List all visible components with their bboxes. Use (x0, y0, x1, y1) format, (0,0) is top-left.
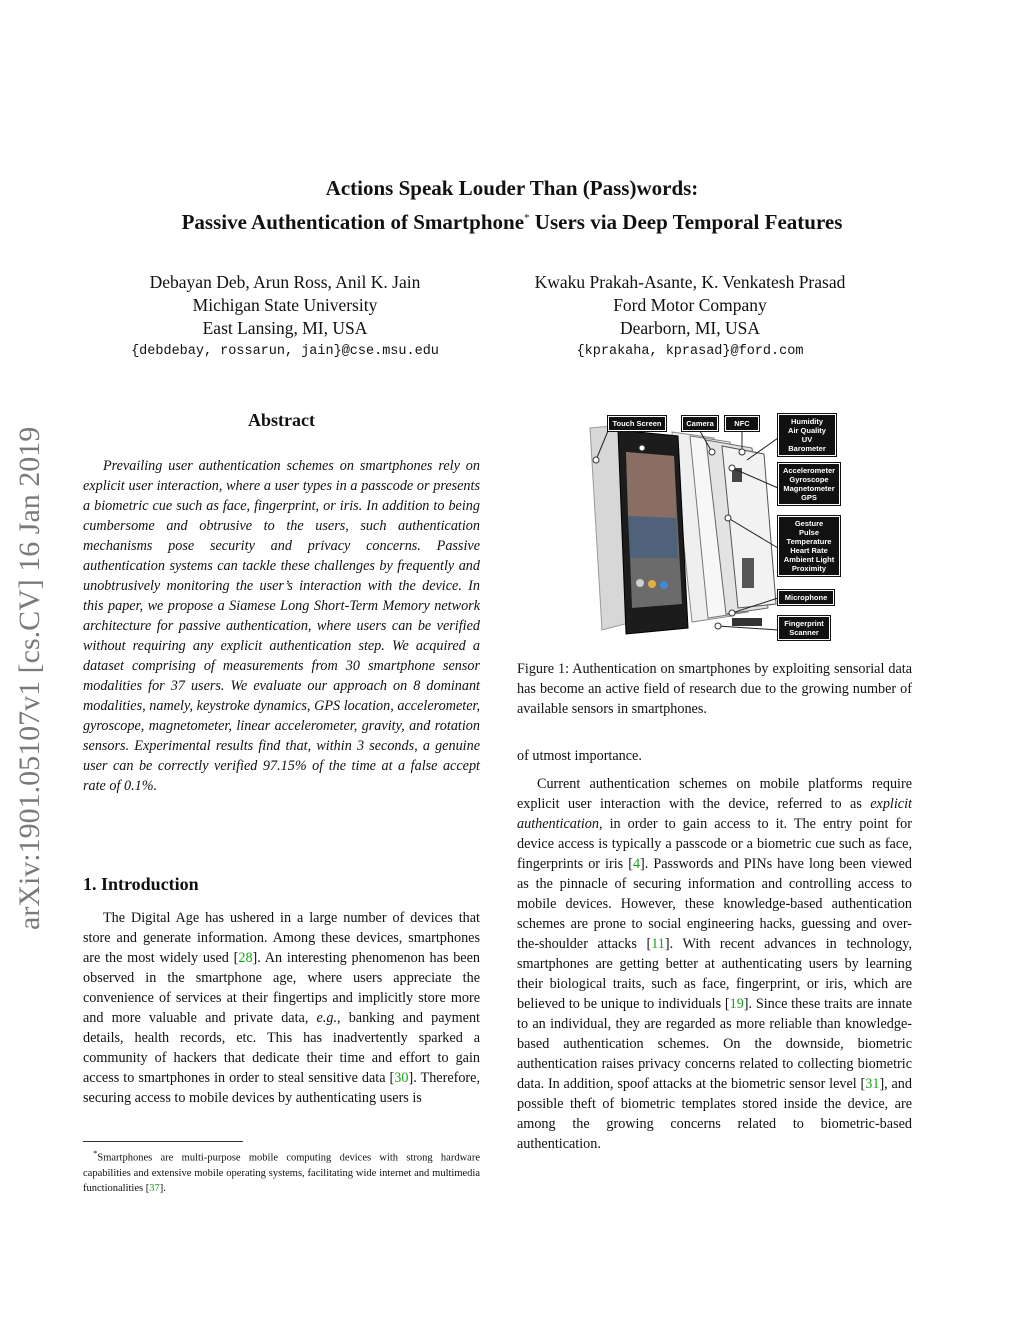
citation-link[interactable]: 37 (149, 1182, 160, 1194)
author-email[interactable]: {kprakaha, kprasad}@ford.com (576, 344, 804, 359)
paper-title-line-2: Passive Authentication of Smartphone* Users via Deep Temporal Features (181, 210, 843, 234)
author-affiliation: Michigan State University (192, 295, 378, 315)
author-block-msu (110, 271, 460, 359)
author-location: Dearborn, MI, USA (620, 318, 760, 338)
introduction-paragraph-2: Current authentication schemes on mobile platforms require explicit user interaction with the device, referred to as explicit authentication, in order to gain access to it. The entry point for device access is typically a passcode or a biometric cue such as face, fingerprints or iris [4]. Passwords and PINs have long been viewed as the pinnacle of securing information and controlling access to mobile devices. However, these knowledge-based authentication schemes are prone to social engineering hacks, guessing and over-the-shoulder attacks [11]. With recent advances in technology, smartphones are getting better at authenticating users by learning their biological traits, such as face, fingerprint, or iris, which are believed to be unique to individuals [19]. Since these traits are innate to an individual, they are regarded as more reliable than knowledge-based authentication schemes. On the downside, biometric authentication raises privacy concerns related to collecting biometric data. In addition, spoof attacks at the biometric sensor level [31], and possible theft of biometric templates stored inside the device, are among the growing concerns related to biometric-based authentication. (517, 776, 912, 1152)
author-names: Kwaku Prakah-Asante, K. Venkatesh Prasad (534, 272, 846, 292)
label-fingerprint-scanner: Fingerprint Scanner (778, 616, 830, 640)
citation-link[interactable]: 4 (632, 856, 641, 872)
abstract-heading: Abstract (248, 410, 315, 430)
label-microphone: Microphone (778, 590, 834, 605)
figure-smartphone-sensors (582, 408, 862, 648)
label-nfc: NFC (725, 416, 759, 431)
label-touch-screen: Touch Screen (608, 416, 666, 431)
arxiv-identifier: arXiv:1901.05107v1 [cs.CV] 16 Jan 2019 (13, 426, 46, 930)
citation-link[interactable]: 28 (238, 950, 253, 966)
label-environment-sensors: Humidity Air Quality UV Barometer (778, 414, 836, 456)
author-names: Debayan Deb, Arun Ross, Anil K. Jain (149, 272, 421, 292)
label-body-sensors: Gesture Pulse Temperature Heart Rate Ambient Light Proximity (778, 516, 840, 576)
introduction-heading: 1. Introduction (83, 874, 199, 894)
author-email[interactable]: {debdebay, rossarun, jain}@cse.msu.edu (131, 344, 439, 359)
continuation-text: of utmost importance. (517, 748, 642, 764)
author-affiliation: Ford Motor Company (613, 295, 767, 315)
footnote-rule (83, 1141, 243, 1142)
author-block-ford (495, 271, 885, 359)
footnote: *Smartphones are multi-purpose mobile computing devices with strong hardware capabilities and extensive mobile operating systems, facilitating wide internet and multimedia functionalities [37]. (83, 1148, 480, 1194)
citation-link[interactable]: 30 (394, 1070, 409, 1086)
author-location: East Lansing, MI, USA (202, 318, 368, 338)
paper-title-line-1: Actions Speak Louder Than (Pass)words: (325, 176, 699, 200)
citation-link[interactable]: 31 (865, 1076, 880, 1092)
label-camera: Camera (682, 416, 718, 431)
citation-link[interactable]: 11 (651, 936, 665, 952)
citation-link[interactable]: 19 (729, 996, 744, 1012)
abstract-body: Prevailing user authentication schemes on smartphones rely on explicit user interaction, where a user types in a passcode or presents a biometric cue such as face, fingerprint, or iris. In addition to being cumbersome and obtrusive to the users, such authentication mechanisms pose security and privacy concerns. Passive authentication systems can tackle these challenges by frequently and unobtrusively monitoring the user’s interaction with the device. In this paper, we propose a Siamese Long Short-Term Memory network architecture for passive authentication, where users can be verified without requiring any explicit authentication step. We acquired a dataset comprising of measurements from 30 smartphone sensor modalities for 37 users. We evaluate our approach on 8 dominant modalities, namely, keystroke dynamics, GPS location, accelerometer, gyroscope, magnetometer, linear accelerometer, gravity, and rotation sensors. Experimental results find that, within 3 seconds, a genuine user can be correctly verified 97.15% of the time at a false accept rate of 0.1%. (83, 458, 480, 794)
introduction-paragraph: The Digital Age has ushered in a large number of devices that store and generate information. Among these devices, smartphones are the most widely used [28]. An interesting phenomenon has been observed in the smartphone age, where users appreciate the convenience of services at their fingertips and implicitly store more and more valuable and private data, e.g., banking and payment details, health records, etc. This has inadvertently sparked a community of hackers that dedicate their time and effort to gain access to smartphones in order to steal sensitive data [30]. Therefore, securing access to mobile devices by authenticating users is (83, 910, 480, 1106)
label-motion-sensors: Accelerometer Gyroscope Magnetometer GPS (778, 463, 840, 505)
figure-1-caption: Figure 1: Authentication on smartphones by exploiting sensorial data has become an active field of research due to the growing number of available sensors in smartphones. (517, 661, 912, 717)
